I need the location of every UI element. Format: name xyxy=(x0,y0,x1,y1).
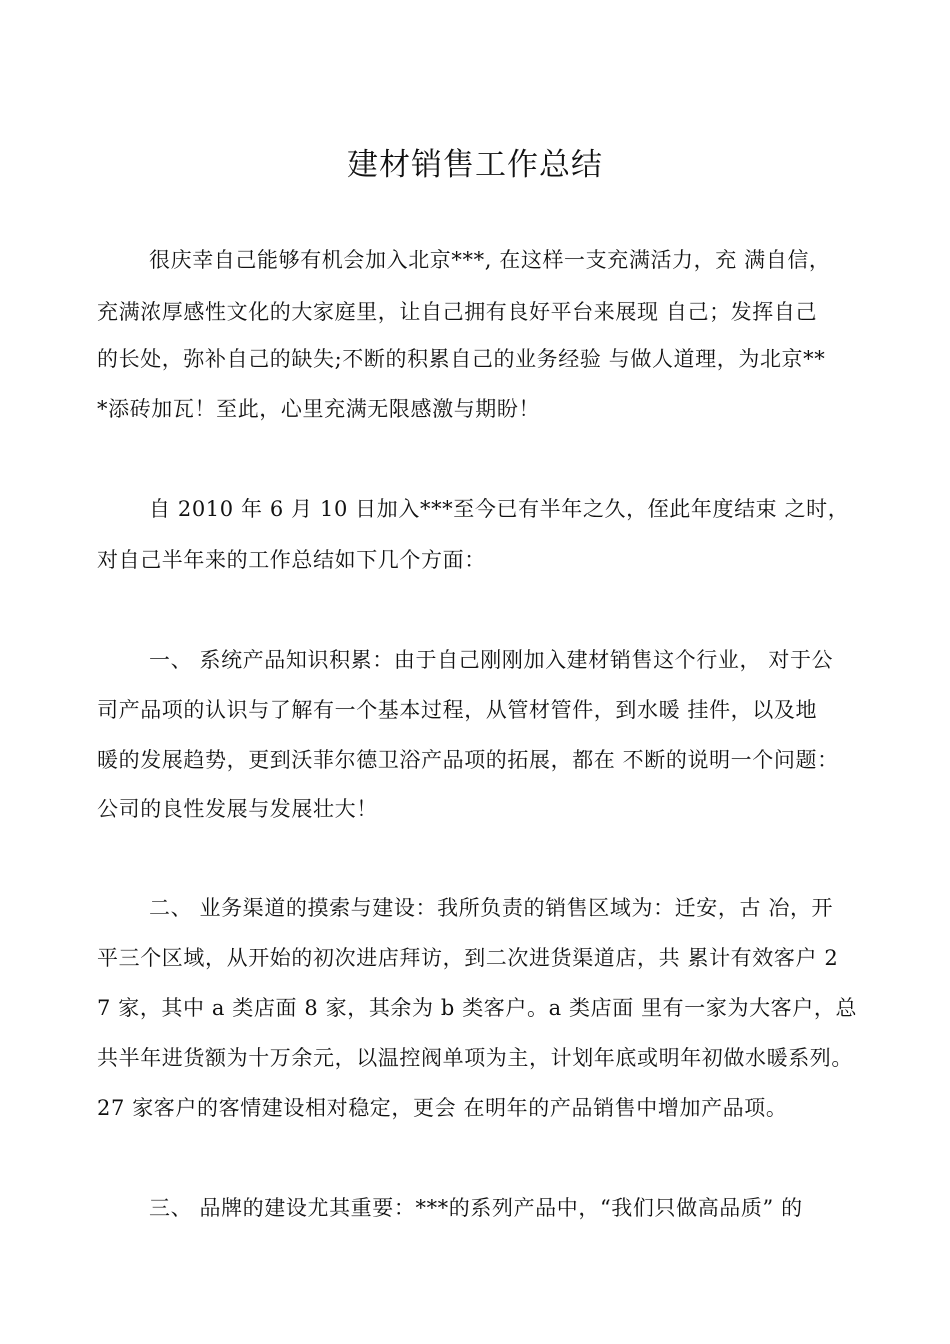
paragraph-3-line-3: 暖的发展趋势，更到沃菲尔德卫浴产品项的拓展，都在 不断的说明一个问题： xyxy=(97,748,839,772)
paragraph-4-line-3: 7 家，其中 a 类店面 8 家，其余为 b 类客户。a 类店面 里有一家为大客户，总 xyxy=(97,996,858,1020)
paragraph-2-line-2: 对自己半年来的工作总结如下几个方面： xyxy=(97,548,486,572)
paragraph-4-line-4: 共半年进货额为十万余元，以温控阀单项为主，计划年底或明年初做水暖系列。 xyxy=(97,1046,853,1070)
paragraph-1-line-1: 很庆幸自己能够有机会加入北京***, 在这样一支充满活力，充 满自信， xyxy=(149,248,831,272)
paragraph-4-line-1: 二、 业务渠道的摸索与建设：我所负责的销售区域为：迁安，古 冶，开 xyxy=(149,896,834,920)
paragraph-1-line-2: 充满浓厚感性文化的大家庭里，让自己拥有良好平台来展现 自己；发挥自己 xyxy=(97,300,818,324)
paragraph-3-line-4: 公司的良性发展与发展壮大！ xyxy=(97,797,378,821)
paragraph-3-line-1: 一、 系统产品知识积累：由于自己刚刚加入建材销售这个行业， 对于公 xyxy=(149,648,834,672)
paragraph-1-line-4: *添砖加瓦！至此，心里充满无限感激与期盼！ xyxy=(97,397,541,421)
paragraph-3-line-2: 司产品项的认识与了解有一个基本过程，从管材管件，到水暖 挂件，以及地 xyxy=(97,698,818,722)
paragraph-1-line-3: 的长处，弥补自己的缺失;不断的积累自己的业务经验 与做人道理，为北京** xyxy=(97,347,826,371)
paragraph-4-line-5: 27 家客户的客情建设相对稳定，更会 在明年的产品销售中增加产品项。 xyxy=(97,1096,788,1120)
paragraph-2-line-1: 自 2010 年 6 月 10 日加入***至今已有半年之久，侄此年度结束 之时， xyxy=(149,497,850,521)
paragraph-5-line-1: 三、 品牌的建设尤其重要：***的系列产品中，“我们只做高品质” 的 xyxy=(149,1196,803,1220)
document-title: 建材销售工作总结 xyxy=(347,147,603,183)
paragraph-4-line-2: 平三个区域，从开始的初次进店拜访，到二次进货渠道店，共 累计有效客户 2 xyxy=(97,946,839,970)
